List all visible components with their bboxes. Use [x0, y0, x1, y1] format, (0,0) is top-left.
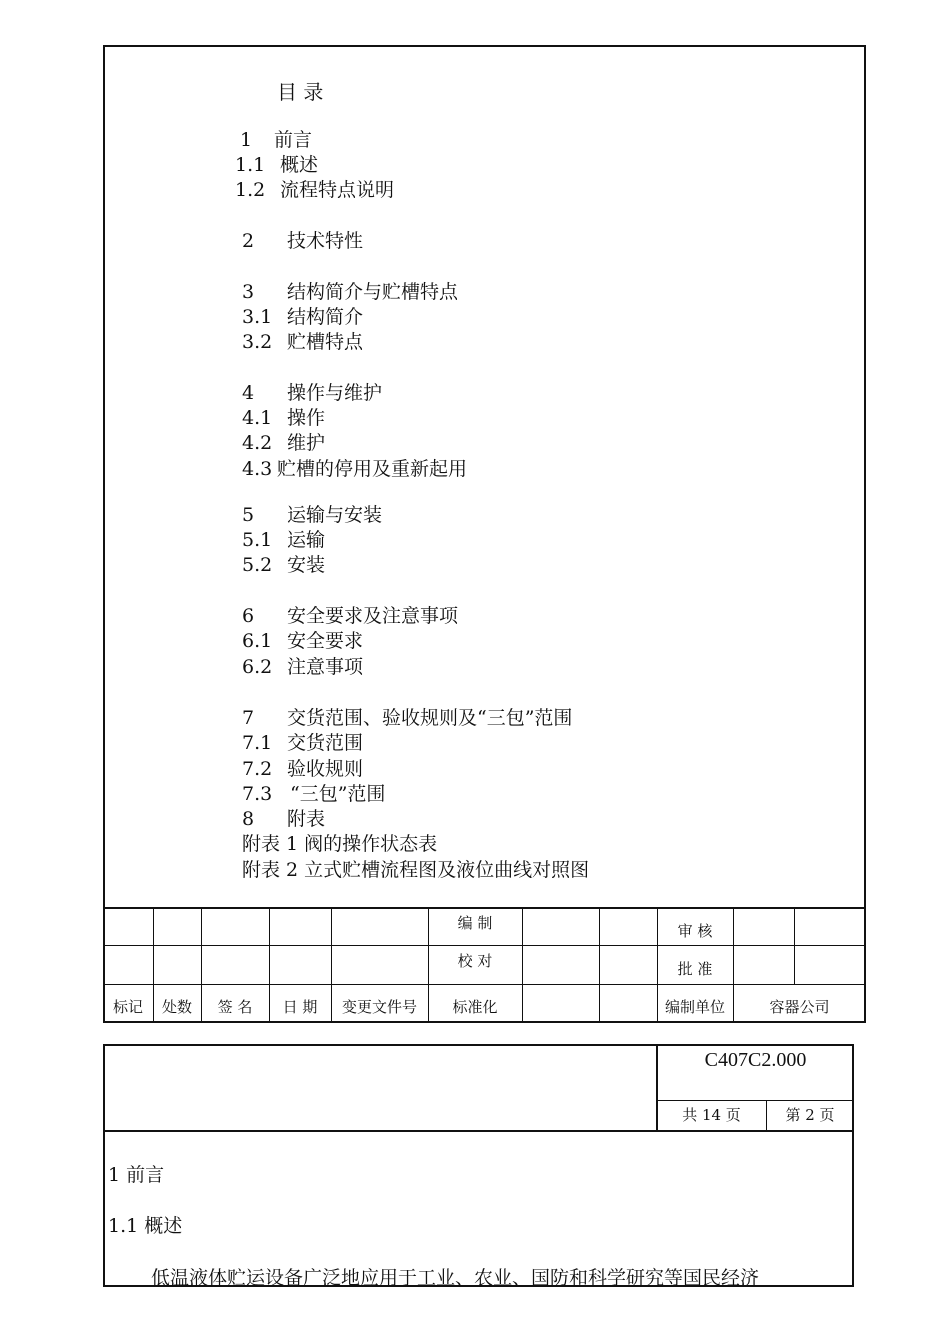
- toc-item-6: 6: [242, 605, 255, 627]
- title-block-row-line-2: [103, 984, 866, 985]
- toc-item-3-2-text: 贮槽特点: [287, 331, 364, 353]
- toc-item-5-1: 5.1: [242, 529, 273, 551]
- col-line: [794, 908, 795, 984]
- toc-item-1-2-text: 流程特点说明: [280, 179, 395, 201]
- toc-item-4-2: 4.2: [242, 432, 273, 454]
- pizhun-label: 批 准: [677, 960, 713, 978]
- toc-item-7-3: 7.3: [242, 783, 273, 805]
- header-bottom-line: [103, 1130, 854, 1132]
- toc-item-2: 2: [242, 230, 255, 252]
- toc-item-4: 4: [242, 382, 255, 404]
- toc-item-4-1: 4.1: [242, 407, 273, 429]
- toc-item-1-1: 1.1: [235, 154, 266, 176]
- toc-item-7-2-text: 验收规则: [287, 758, 364, 780]
- title-block-row-line-1: [103, 945, 866, 946]
- shenhe-label: 审 核: [677, 922, 713, 940]
- toc-item-7-3-text: “三包”范围: [290, 783, 386, 805]
- bianzhi-label: 编 制: [457, 914, 493, 932]
- toc-item-1-1-text: 概述: [280, 154, 319, 176]
- toc-item-6-2: 6.2: [242, 656, 273, 678]
- toc-item-8: 8: [242, 808, 255, 830]
- toc-item-1-text: 前言: [274, 129, 313, 151]
- toc-item-5-2: 5.2: [242, 554, 273, 576]
- toc-item-5-1-text: 运输: [287, 529, 326, 551]
- unit-value: 容器公司: [769, 998, 830, 1016]
- toc-item-5-2-text: 安装: [287, 554, 326, 576]
- section-heading-1-1: 1.1 概述: [108, 1215, 183, 1237]
- col-line: [522, 908, 523, 1022]
- toc-item-3-1: 3.1: [242, 306, 273, 328]
- toc-item-5-text: 运输与安装: [287, 504, 383, 526]
- toc-item-7-2: 7.2: [242, 758, 273, 780]
- toc-item-3-text: 结构简介与贮槽特点: [287, 281, 459, 303]
- toc-item-1: 1: [240, 129, 253, 151]
- toc-item-2-text: 技术特性: [287, 230, 364, 252]
- section-heading-1: 1 前言: [108, 1164, 165, 1186]
- toc-item-3: 3: [242, 281, 255, 303]
- toc-item-6-1-text: 安全要求: [287, 630, 364, 652]
- toc-item-6-2-text: 注意事项: [287, 656, 364, 678]
- toc-appendix-1: 附表 1 阀的操作状态表: [242, 833, 438, 855]
- title-block-top-line: [103, 907, 866, 909]
- toc-item-4-3: 4.3: [242, 458, 273, 480]
- toc-item-6-text: 安全要求及注意事项: [287, 605, 459, 627]
- toc-item-8-text: 附表: [287, 808, 326, 830]
- page-number: 第 2 页: [785, 1106, 835, 1124]
- toc-item-1-2: 1.2: [235, 179, 266, 201]
- toc-item-3-1-text: 结构简介: [287, 306, 364, 328]
- toc-item-4-2-text: 维护: [287, 432, 326, 454]
- toc-item-4-1-text: 操作: [287, 407, 326, 429]
- toc-item-7-1: 7.1: [242, 732, 273, 754]
- body-paragraph: 低温液体贮运设备广泛地应用于工业、农业、国防和科学研究等国民经济: [151, 1267, 760, 1289]
- col-line: [599, 908, 600, 1022]
- header-chushu: 处数: [161, 998, 192, 1016]
- header-riqi: 日 期: [282, 998, 318, 1016]
- page2-frame: [103, 1044, 854, 1287]
- toc-item-5: 5: [242, 504, 255, 526]
- unit-label: 编制单位: [664, 998, 725, 1016]
- toc-item-4-3-text: 贮槽的停用及重新起用: [277, 458, 468, 480]
- toc-item-7-text: 交货范围、验收规则及“三包”范围: [287, 707, 573, 729]
- header-biaoji: 标记: [112, 998, 143, 1016]
- toc-appendix-2: 附表 2 立式贮槽流程图及液位曲线对照图: [242, 859, 590, 881]
- jiaodui-label: 校 对: [457, 952, 493, 970]
- toc-item-7-1-text: 交货范围: [287, 732, 364, 754]
- header-biaozhunhua: 标准化: [452, 998, 498, 1016]
- header-biangeng: 变更文件号: [341, 998, 417, 1016]
- total-pages: 共 14 页: [682, 1106, 741, 1124]
- toc-title: 目 录: [277, 80, 324, 104]
- header-qianming: 签 名: [217, 998, 253, 1016]
- header-split-line: [656, 1100, 853, 1101]
- toc-item-3-2: 3.2: [242, 331, 273, 353]
- toc-item-7: 7: [242, 707, 255, 729]
- toc-item-4-text: 操作与维护: [287, 382, 383, 404]
- doc-code: C407C2.000: [704, 1049, 807, 1071]
- toc-item-6-1: 6.1: [242, 630, 273, 652]
